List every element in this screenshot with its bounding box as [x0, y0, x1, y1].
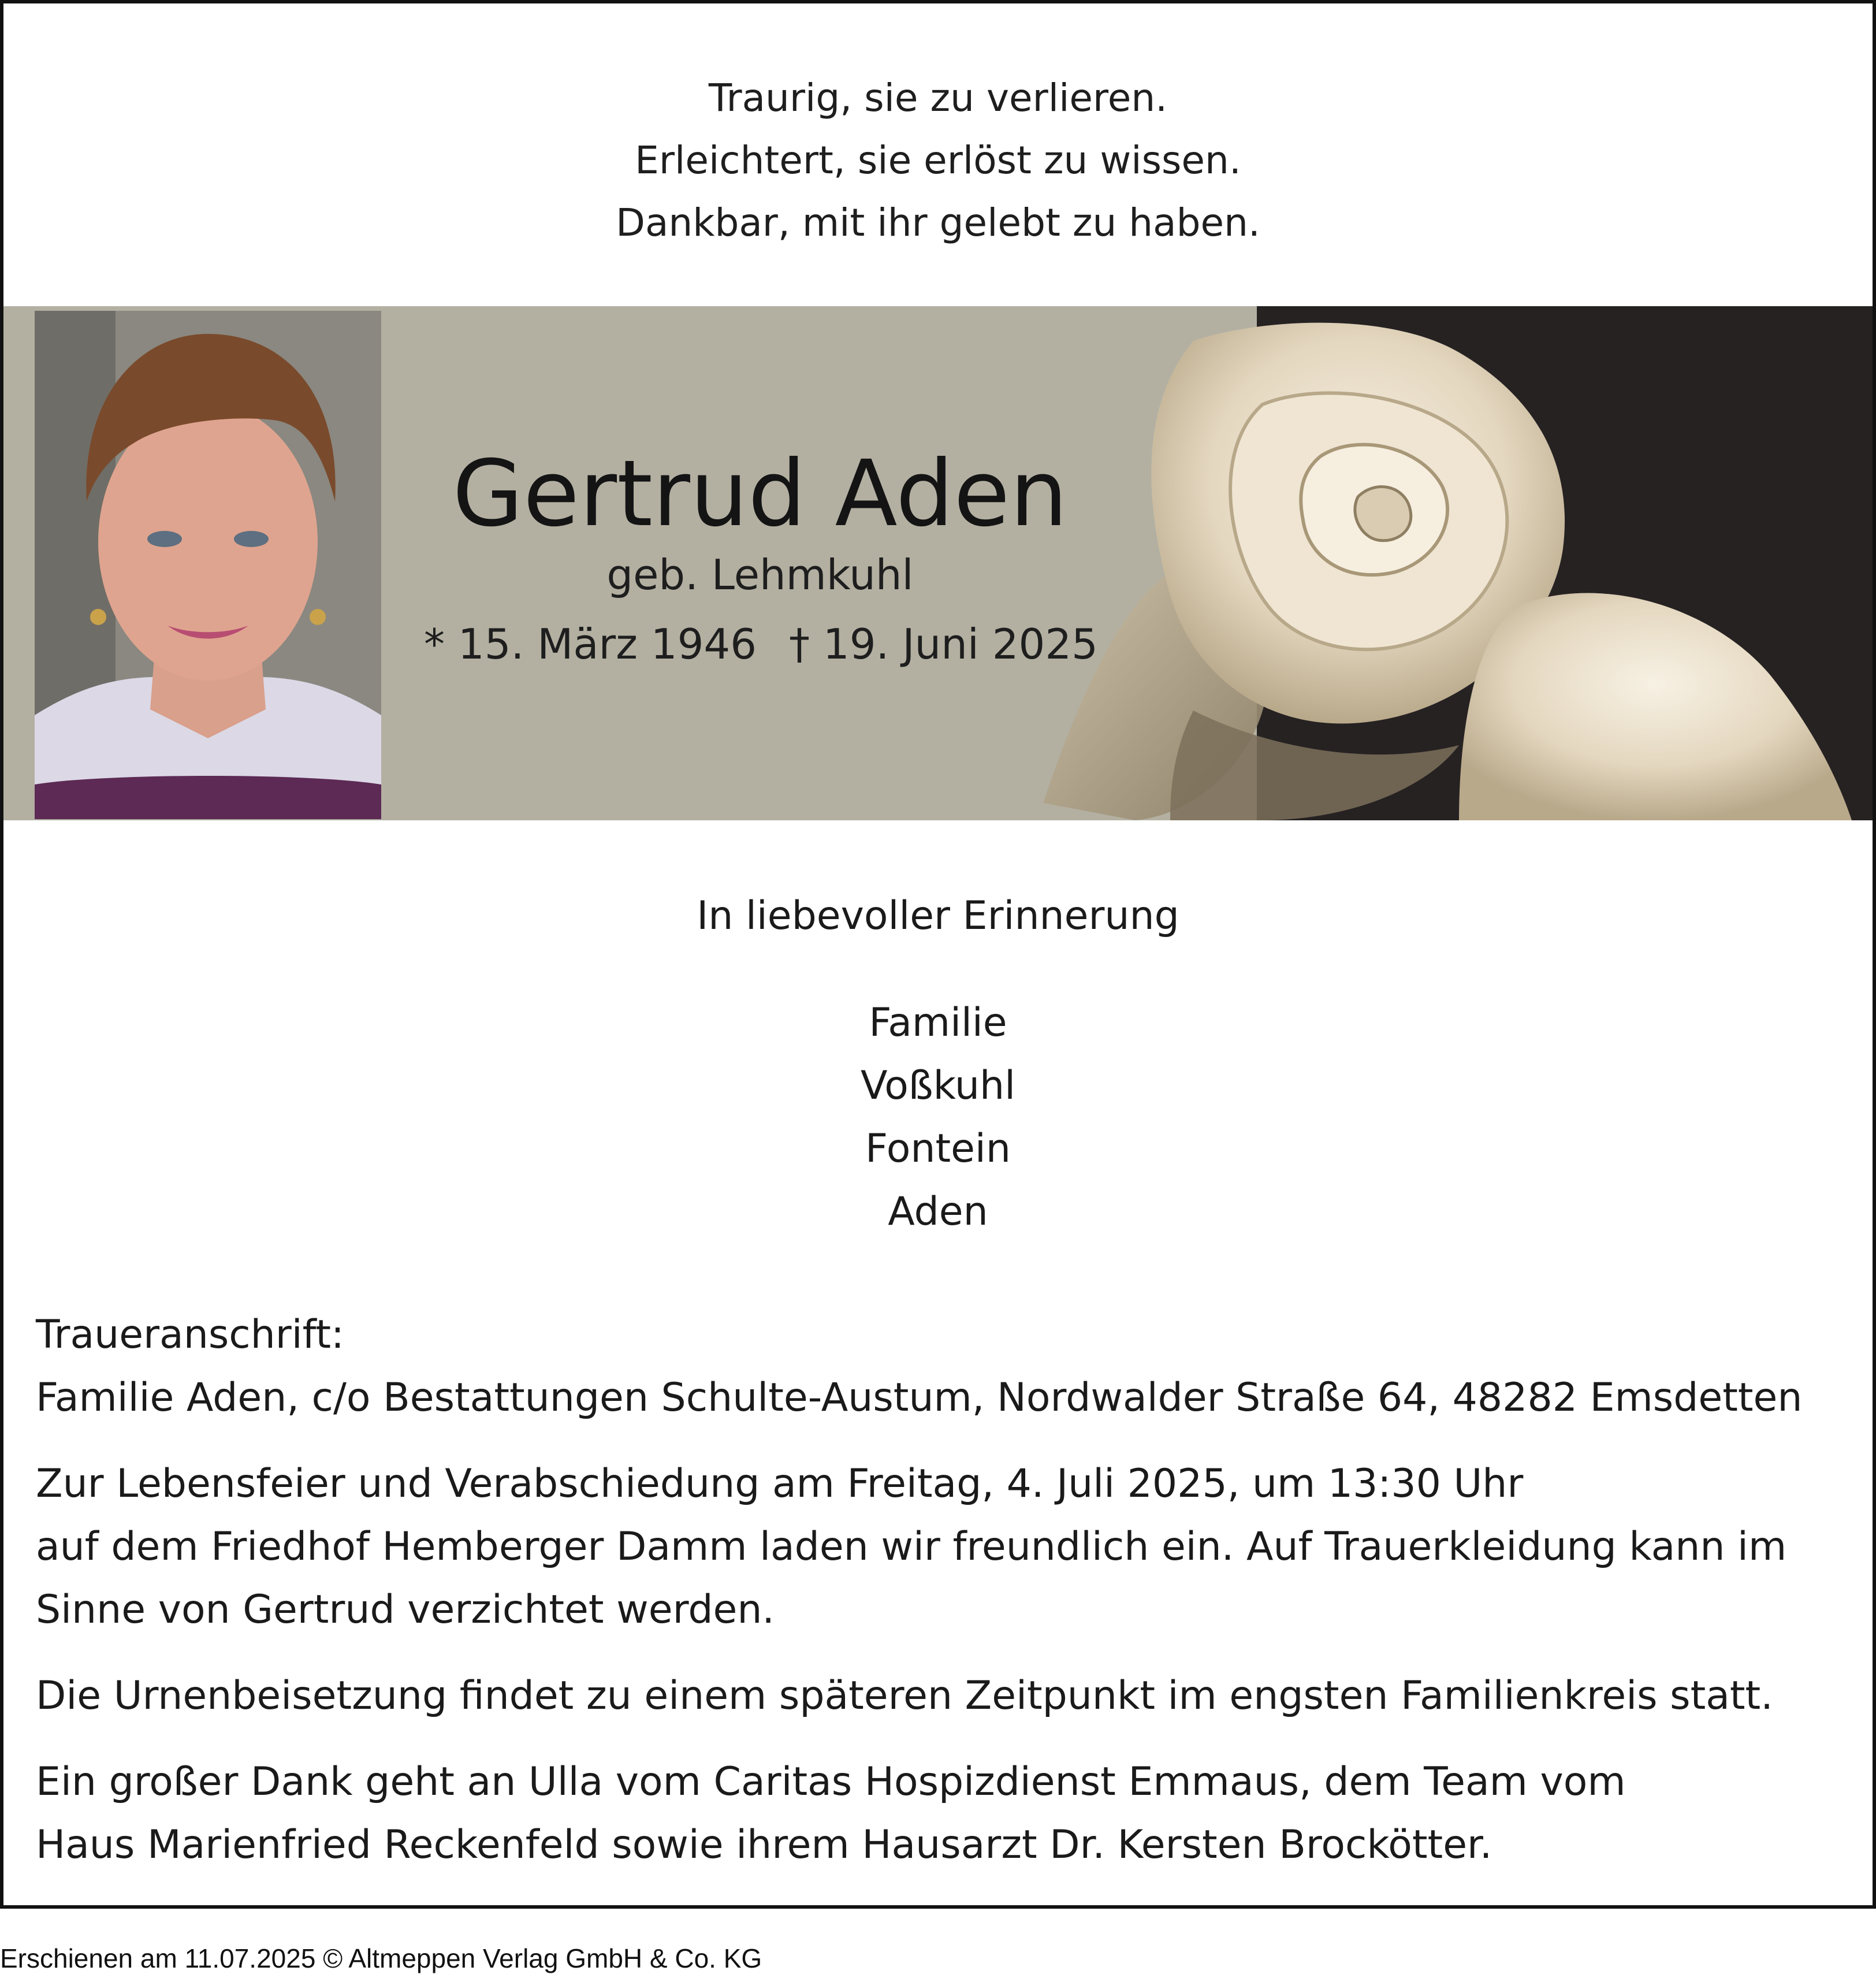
thanks-block — [36, 1750, 1844, 1876]
publication-footer: Erschienen am 11.07.2025 © Altmeppen Verlag GmbH & Co. KG — [0, 1943, 762, 1973]
motto — [3, 67, 1873, 254]
ceremony-line: Zur Lebensfeier und Verabschiedung am Freitag, 4. Juli 2025, um 13:30 Uhr — [36, 1461, 1524, 1507]
family-name: Voßkuhl — [860, 1063, 1016, 1109]
ceremony-line: auf dem Friedhof Hemberger Damm laden wir freundlich ein. Auf Trauerkleidung kann im — [36, 1524, 1787, 1570]
rose-image — [1020, 306, 1873, 820]
address-block — [36, 1303, 1844, 1429]
notice-body — [36, 1303, 1844, 1899]
thanks-line: Ein großer Dank geht an Ulla vom Caritas Hospizdienst Emmaus, dem Team vom — [36, 1759, 1626, 1805]
death-date: † 19. Juni 2025 — [789, 620, 1098, 668]
ceremony-block — [36, 1452, 1844, 1641]
family-name: Familie — [869, 1000, 1007, 1046]
portrait-photo — [35, 311, 381, 819]
deceased-name: Gertrud Aden — [452, 441, 1068, 547]
motto-line: Erleichtert, sie erlöst zu wissen. — [635, 138, 1241, 183]
maiden-name: geb. Lehmkuhl — [606, 551, 914, 599]
family-list — [3, 991, 1873, 1243]
urn-text: Die Urnenbeisetzung findet zu einem späteren Zeitpunkt im engsten Familienkreis statt. — [36, 1673, 1773, 1719]
address-text: Familie Aden, c/o Bestattungen Schulte-Austum, Nordwalder Straße 64, 48282 Emsdetten — [36, 1375, 1803, 1421]
urn-block — [36, 1664, 1844, 1727]
thanks-line: Haus Marienfried Reckenfeld sowie ihrem Hausarzt Dr. Kersten Brockötter. — [36, 1822, 1492, 1868]
address-label: Traueranschrift: — [36, 1312, 344, 1358]
family-name: Fontein — [865, 1126, 1011, 1172]
motto-line: Dankbar, mit ihr gelebt zu haben. — [616, 200, 1260, 245]
life-dates — [408, 618, 1112, 670]
banner — [3, 306, 1873, 820]
memory-line: In liebevoller Erinnerung — [697, 893, 1179, 939]
birth-date: * 15. März 1946 — [424, 620, 757, 668]
family-name: Aden — [888, 1189, 988, 1235]
ceremony-line: Sinne von Gertrud verzichtet werden. — [36, 1587, 775, 1633]
motto-line: Traurig, sie zu verlieren. — [708, 76, 1168, 120]
